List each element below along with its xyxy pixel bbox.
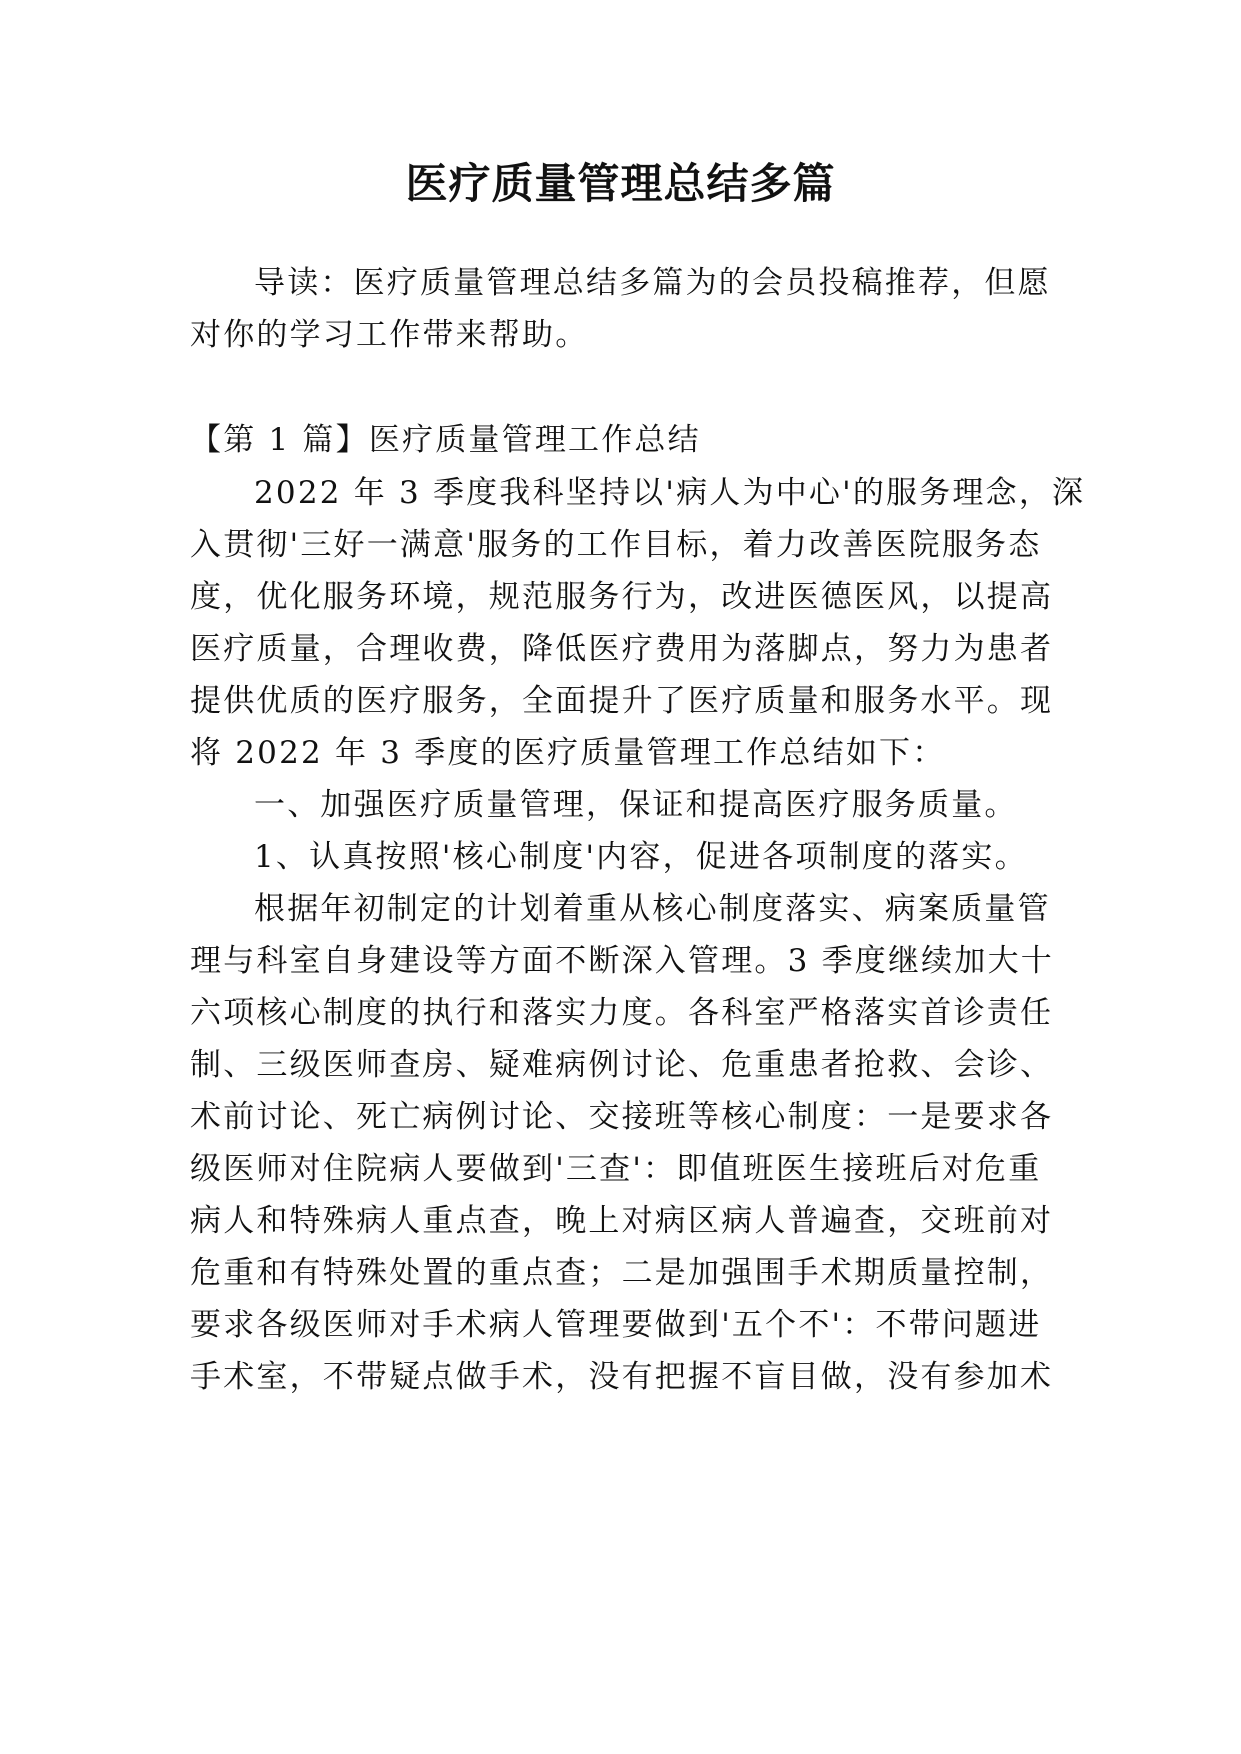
paragraph-line: 理与科室自身建设等方面不断深入管理。3 季度继续加大十 — [190, 943, 1054, 979]
subheading-one: 1、认真按照'核心制度'内容，促进各项制度的落实。 — [254, 839, 1028, 875]
paragraph-line: 度，优化服务环境，规范服务行为，改进医德医风，以提高 — [190, 579, 1054, 615]
paragraph-line: 提供优质的医疗服务，全面提升了医疗质量和服务水平。现 — [190, 683, 1054, 719]
paragraph-line: 危重和有特殊处置的重点查；二是加强围手术期质量控制， — [190, 1255, 1054, 1291]
document-title: 医疗质量管理总结多篇 — [405, 159, 836, 208]
paragraph-line: 入贯彻'三好一满意'服务的工作目标，着力改善医院服务态 — [190, 527, 1042, 563]
section-heading: 【第 1 篇】医疗质量管理工作总结 — [190, 422, 701, 458]
paragraph-line: 医疗质量，合理收费，降低医疗费用为落脚点，努力为患者 — [190, 631, 1054, 667]
paragraph-line: 六项核心制度的执行和落实力度。各科室严格落实首诊责任 — [190, 995, 1054, 1031]
paragraph-line: 级医师对住院病人要做到'三查'：即值班医生接班后对危重 — [190, 1151, 1042, 1187]
paragraph-line: 制、三级医师查房、疑难病例讨论、危重患者抢救、会诊、 — [190, 1047, 1054, 1083]
paragraph-line: 病人和特殊病人重点查，晚上对病区病人普遍查，交班前对 — [190, 1203, 1054, 1239]
intro-line-1: 导读：医疗质量管理总结多篇为的会员投稿推荐，但愿 — [254, 265, 1051, 301]
paragraph-line: 手术室，不带疑点做手术，没有把握不盲目做，没有参加术 — [190, 1359, 1054, 1395]
paragraph-line: 术前讨论、死亡病例讨论、交接班等核心制度：一是要求各 — [190, 1099, 1054, 1135]
paragraph-line: 2022 年 3 季度我科坚持以'病人为中心'的服务理念，深 — [254, 475, 1086, 511]
paragraph-line: 根据年初制定的计划着重从核心制度落实、病案质量管 — [254, 891, 1051, 927]
intro-line-2: 对你的学习工作带来帮助。 — [190, 317, 589, 353]
paragraph-line: 将 2022 年 3 季度的医疗质量管理工作总结如下： — [190, 735, 946, 771]
heading-one: 一、加强医疗质量管理，保证和提高医疗服务质量。 — [254, 787, 1018, 823]
paragraph-line: 要求各级医师对手术病人管理要做到'五个不'：不带问题进 — [190, 1307, 1042, 1343]
